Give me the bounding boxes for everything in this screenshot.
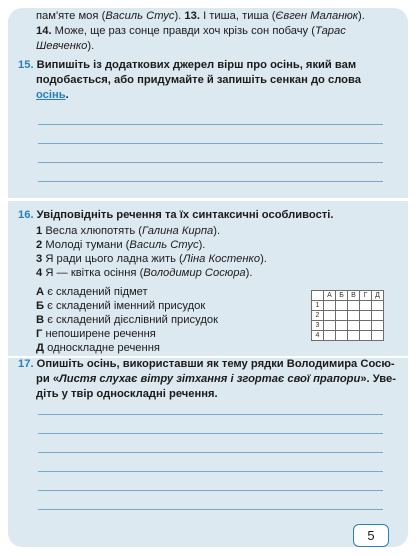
grid-cell[interactable]: [348, 311, 360, 321]
task-15-line-2: подобається, або придумайте й запишіть сенкан до слова: [36, 74, 361, 86]
grid-cell[interactable]: [372, 331, 384, 341]
answer-line[interactable]: [38, 124, 383, 125]
workbook-page: [8, 8, 408, 547]
task-16-heading: 16. Увідповідніть речення та їх синтаксичні особливості.: [18, 209, 334, 221]
grid-cell[interactable]: [336, 331, 348, 341]
grid-cell[interactable]: [324, 321, 336, 331]
answer-line[interactable]: [38, 509, 383, 510]
grid-cell[interactable]: [324, 311, 336, 321]
answer-line[interactable]: [38, 452, 383, 453]
grid-cell[interactable]: [324, 301, 336, 311]
answer-line[interactable]: [38, 471, 383, 472]
grid-header-g: Г: [360, 291, 372, 301]
task-17-line-3: діть у твір односкладні речення.: [36, 388, 218, 400]
task-15-line-3: осінь.: [36, 89, 69, 101]
grid-cell[interactable]: [372, 301, 384, 311]
grid-header-v: В: [348, 291, 360, 301]
task-17-line-2: ри «Листя слухає вітру зітхання і згортає свої прапори». Уве-: [36, 373, 396, 385]
grid-row-label: 1: [312, 301, 324, 311]
task-15-heading: 15. Випишіть із додаткових джерел вірш про осінь, який вам: [18, 59, 357, 71]
grid-cell[interactable]: [360, 331, 372, 341]
answer-line[interactable]: [38, 162, 383, 163]
grid-cell[interactable]: [324, 331, 336, 341]
option-g: Г непоширене речення: [36, 328, 156, 340]
answer-line[interactable]: [38, 181, 383, 182]
option-d: Д односкладне речення: [36, 342, 160, 354]
grid-header-d: Д: [372, 291, 384, 301]
answer-line[interactable]: [38, 490, 383, 491]
grid-header-a: А: [324, 291, 336, 301]
option-b: Б є складений іменний присудок: [36, 300, 206, 312]
grid-cell[interactable]: [348, 331, 360, 341]
option-a: А є складений підмет: [36, 286, 148, 298]
answer-grid: [311, 290, 384, 341]
grid-row-label: 3: [312, 321, 324, 331]
grid-cell[interactable]: [360, 301, 372, 311]
continuation-line-3: Шевченко).: [36, 40, 95, 52]
grid-cell[interactable]: [372, 311, 384, 321]
section-divider: [8, 198, 408, 201]
answer-line[interactable]: [38, 433, 383, 434]
task-17-heading: 17. Опишіть осінь, використавши як тему рядки Володимира Сосю-: [18, 358, 395, 370]
grid-cell[interactable]: [336, 321, 348, 331]
page-number: 5: [353, 524, 389, 547]
grid-cell[interactable]: [336, 301, 348, 311]
sentence-2: 2 Молоді тумани (Василь Стус).: [36, 239, 206, 251]
sentence-1: 1 Весла хлюпотять (Галина Кирпа).: [36, 225, 221, 237]
grid-cell[interactable]: [360, 321, 372, 331]
option-v: В є складений дієслівний присудок: [36, 314, 218, 326]
answer-line[interactable]: [38, 414, 383, 415]
grid-cell[interactable]: [348, 321, 360, 331]
answer-line[interactable]: [38, 143, 383, 144]
grid-row-label: 4: [312, 331, 324, 341]
grid-cell[interactable]: [336, 311, 348, 321]
grid-cell[interactable]: [348, 301, 360, 311]
grid-cell[interactable]: [360, 311, 372, 321]
grid-corner: [312, 291, 324, 301]
sentence-4: 4 Я — квітка осіння (Володимир Сосюра).: [36, 267, 253, 279]
continuation-line-1: пам'яте моя (Василь Стус). 13. І тиша, тиша (Євген Маланюк).: [36, 10, 365, 22]
grid-cell[interactable]: [372, 321, 384, 331]
sentence-3: 3 Я ради цього ладна жить (Ліна Костенко).: [36, 253, 267, 265]
grid-row-label: 2: [312, 311, 324, 321]
grid-header-b: Б: [336, 291, 348, 301]
continuation-line-2: 14. Може, ще раз сонце правди хоч крізь сон побачу (Тарас: [36, 25, 346, 37]
